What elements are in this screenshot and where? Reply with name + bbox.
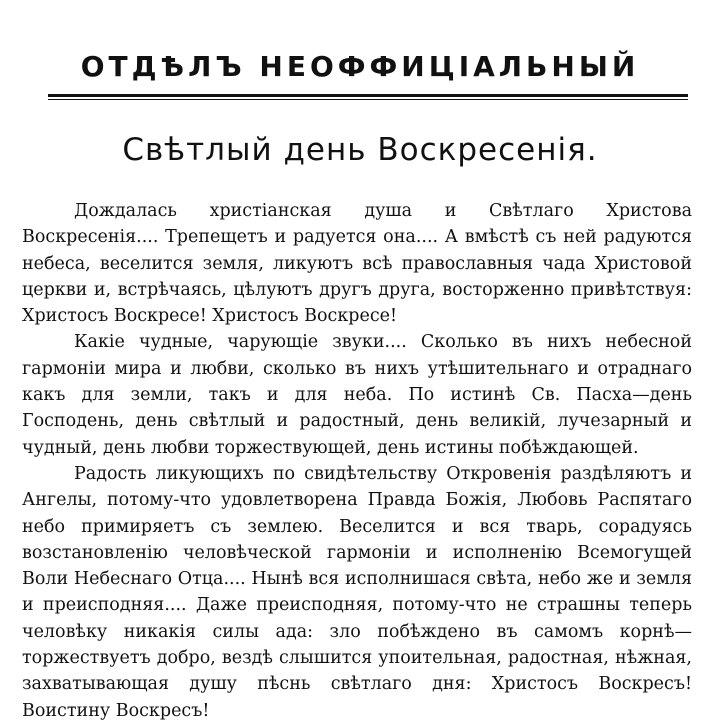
article-body — [22, 198, 692, 724]
heading-rule-thin — [48, 99, 688, 100]
article-title: Свѣтлый день Воскресенія. — [122, 132, 598, 168]
article-paragraph: Какіе чудные, чарующіе звуки.... Сколько въ нихъ небесной гармоніи мира и любви, сколько въ нихъ утѣшительнаго и отраднаго какъ для земли, такъ и для неба. По истинѣ Св. Пасха—день Господень, день свѣтлый и радостный, день великій, лучезарный и чудный, день любви торжествующей, день истины побѣждающей. — [22, 332, 692, 458]
section-heading: ОТДѢЛЪ НЕОФФИЦІАЛЬНЫЙ — [80, 50, 640, 83]
article-paragraph: Радость ликующихъ по свидѣтельству Откровенія раздѣляютъ и Ангелы, потому-что удовлетворена Правда Божія, Любовь Распятаго небо примиряетъ съ землею. Веселится и вся тварь, сорадуясь возстановленію человѣческой гармоніи и исполненію Всемогущей Воли Небеснаго Отца.... Нынѣ вся исполнишася свѣта, небо же и земля и преисподняя.... Даже преисподняя, потому-что не страшны теперь человѣку никакія силы ада: зло побѣждено въ самомъ корнѣ—торжествуетъ добро, вездѣ слышится упоительная, радостная, нѣжная, захватывающая душу пѣснь свѣтлаго дня: Христосъ Воскресъ! Воистину Воскресъ! — [22, 463, 692, 721]
heading-rule-thick — [48, 94, 688, 97]
article-paragraph: Дождалась христіанская душа и Свѣтлаго Христова Воскресенія.... Трепещетъ и радуется она.... А вмѣстѣ съ ней радуются небеса, веселится земля, ликуютъ всѣ православныя чада Христовой церкви и, встрѣчаясь, цѣлуютъ другъ друга, восторженно привѣтствуя: Христосъ Воскресе! Христосъ Воскресе! — [22, 201, 692, 327]
